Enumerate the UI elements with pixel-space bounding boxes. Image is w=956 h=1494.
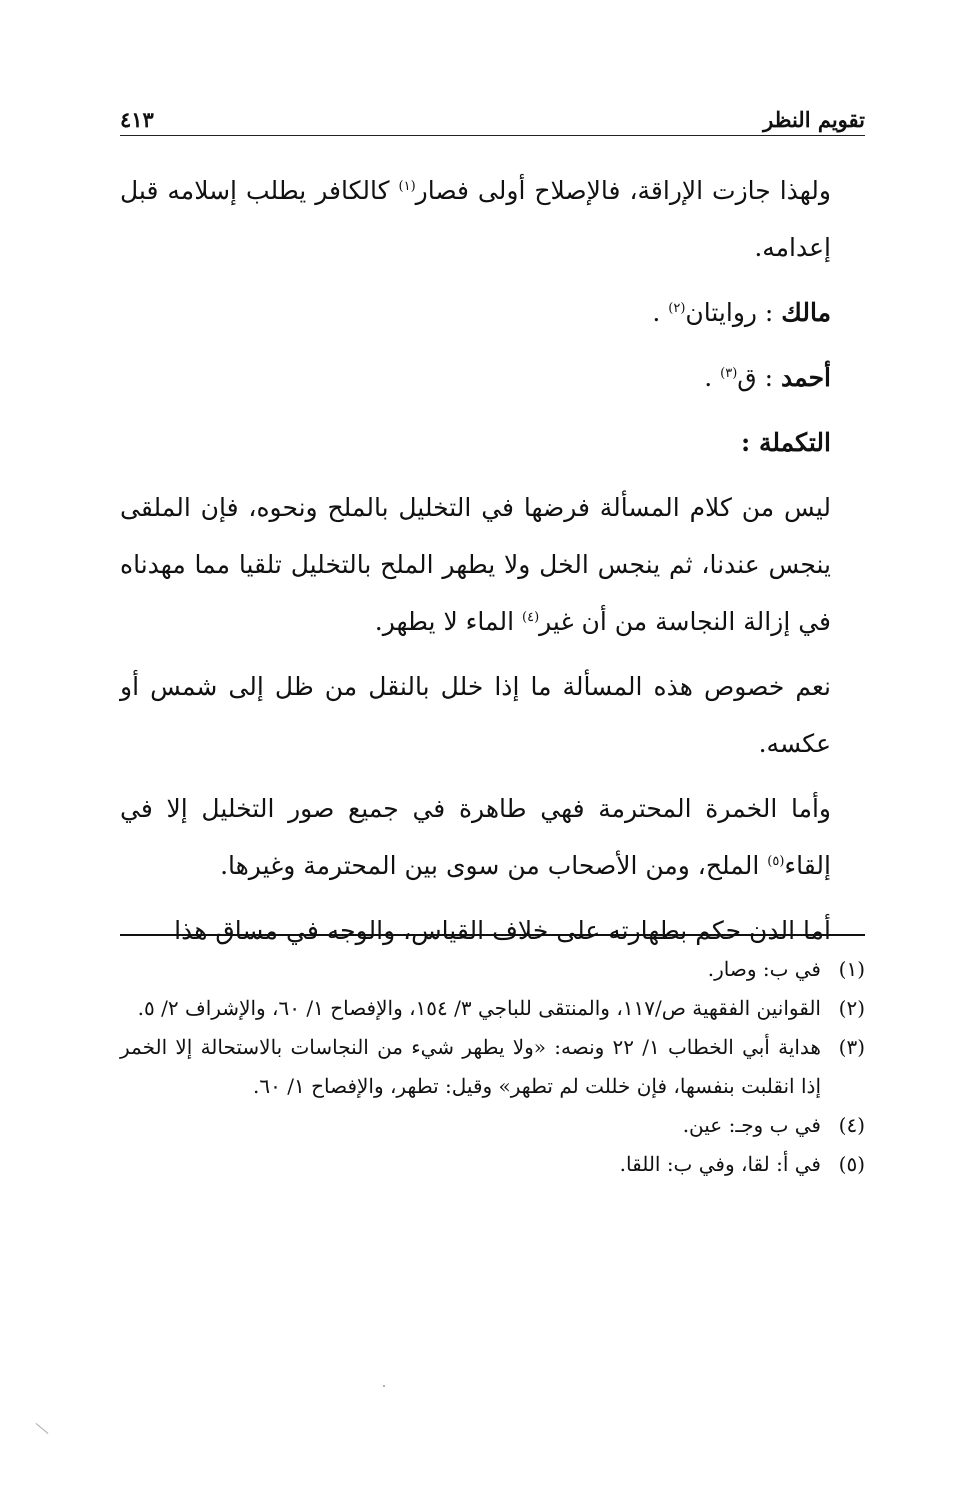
paragraph-text: كالكافر يطلب إسلامه قبل إعدامه. — [120, 176, 831, 262]
running-title: تقويم النظر — [763, 107, 865, 132]
footnote-text: هداية أبي الخطاب ١/ ٢٢ ونصه: «ولا يطهر شيء من النجاسات بالاستحالة إلا الخمر إذا انقلبت بنفسها، فإن خللت لم تطهر» وقيل: تطهر، والإفصاح ١/ ٦٠. — [120, 1035, 821, 1098]
footnote-text: القوانين الفقهية ص/١١٧، والمنتقى للباجي ٣/ ١٥٤، والإفصاح ١/ ٦٠، والإشراف ٢/ ٥. — [137, 996, 821, 1020]
paragraph — [120, 658, 865, 772]
footnote-ref: (٣) — [720, 366, 738, 381]
paragraph — [120, 780, 865, 894]
jurist-name: مالك — [781, 298, 831, 327]
footnote-number: (٤) — [838, 1113, 865, 1137]
scan-speck — [383, 1385, 385, 1387]
paragraph-text: أما الدن حكم بطهارته على خلاف القياس، والوجه في مساق هذا — [174, 916, 831, 945]
opinion-text: : ق — [737, 363, 774, 392]
footnote — [120, 1145, 865, 1184]
paragraph — [120, 479, 865, 650]
section-heading — [120, 414, 865, 471]
opinion-text: : روايتان — [685, 298, 774, 327]
footnote-divider — [120, 934, 865, 936]
footnote — [120, 1106, 865, 1145]
paragraph-text: نعم خصوص هذه المسألة ما إذا خلل بالنقل من ظل إلى شمس أو عكسه. — [120, 672, 831, 758]
footnotes — [120, 950, 865, 1184]
heading-text: التكملة : — [741, 428, 831, 457]
page-header — [120, 96, 865, 132]
footnote-ref: (١) — [398, 179, 416, 194]
footnote-number: (٥) — [838, 1152, 865, 1176]
footnote-number: (٢) — [838, 996, 865, 1020]
paragraph-text: ليس من كلام المسألة فرضها في التخليل بالملح ونحوه، فإن الملقى ينجس عندنا، ثم ينجس الخل ولا يطهر الملح بالتخليل تلقيا مما مهدناه في إزالة النجاسة من أن غير — [120, 493, 831, 636]
opinion-malik — [120, 284, 865, 341]
punctuation: . — [704, 363, 713, 392]
footnote-ref: (٤) — [522, 610, 540, 625]
footnote-ref: (٢) — [668, 301, 686, 316]
paragraph-text: وأما الخمرة المحترمة فهي طاهرة في جميع صور التخليل إلا في إلقاء — [120, 794, 831, 880]
footnote — [120, 989, 865, 1028]
footnote-ref: (٥) — [767, 854, 785, 869]
footnote — [120, 1028, 865, 1106]
header-divider — [120, 135, 865, 136]
page-number: ٤١٣ — [120, 107, 154, 132]
footnote-text: في ب: وصار. — [707, 957, 821, 981]
footnote — [120, 950, 865, 989]
scan-mark — [36, 1423, 49, 1434]
footnote-text: في أ: لقا، وفي ب: اللقا. — [619, 1152, 821, 1176]
paragraph-text: ولهذا جازت الإراقة، فالإصلاح أولى فصار — [415, 176, 831, 205]
footnote-number: (٣) — [838, 1035, 865, 1059]
main-text — [120, 162, 865, 959]
footnote-number: (١) — [838, 957, 865, 981]
footnote-text: في ب وجـ: عين. — [682, 1113, 821, 1137]
opinion-ahmad — [120, 349, 865, 406]
punctuation: . — [652, 298, 661, 327]
paragraph-text: الماء لا يطهر. — [374, 607, 522, 636]
paragraph — [120, 162, 865, 276]
jurist-name: أحمد — [781, 363, 831, 392]
paragraph-text: الملح، ومن الأصحاب من سوى بين المحترمة وغيرها. — [220, 851, 768, 880]
